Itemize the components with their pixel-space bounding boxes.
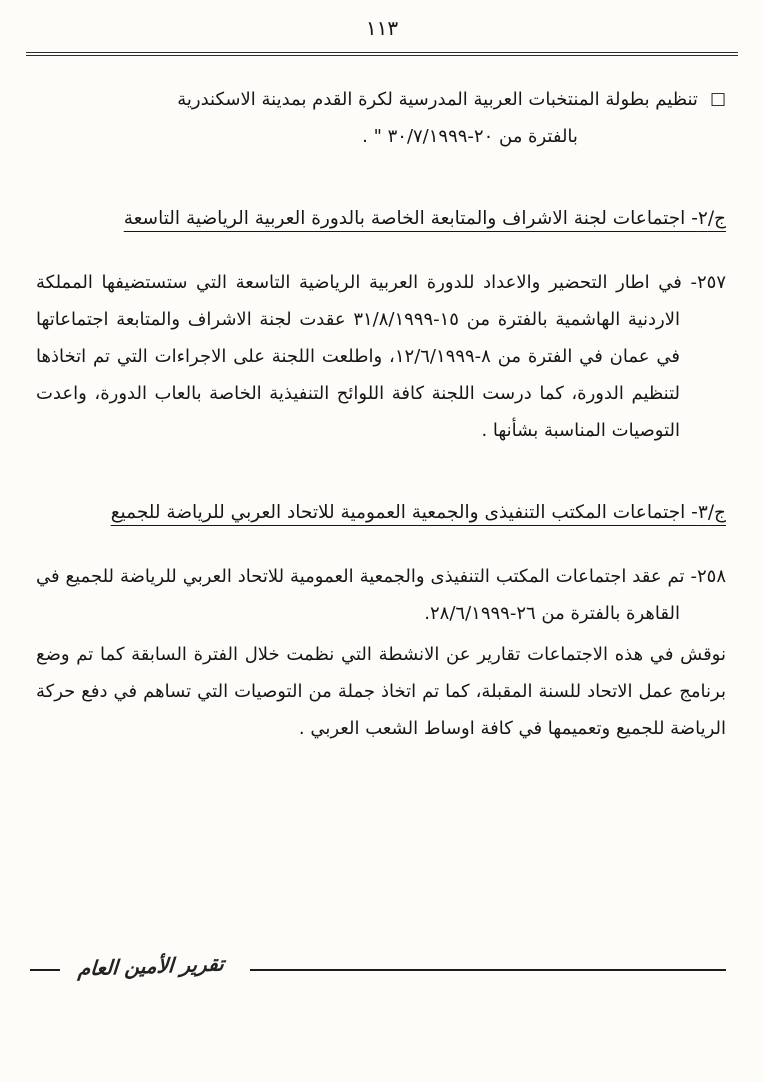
paragraph-257: ٢٥٧- في اطار التحضير والاعداد للدورة العربية الرياضية التاسعة التي ستستضيفها المملكة الاردنية الهاشمية بالفترة من ١٥-٣١/٨/١٩٩٩ عقدت لجنة الاشراف والمتابعة اجتماعاتها في عمان في الفترة من ٨-١٢/٦/١٩٩٩، واطلعت اللجنة على الاجراءات التي تم اتخاذها لتنظيم الدورة، كما درست اللجنة كافة اللوائح التنفيذية الخاصة بالعاب الدورة، واعدت التوصيات المناسبة بشأنها . — [36, 272, 726, 441]
document-content — [0, 56, 764, 748]
section-heading-j2: ج/٢- اجتماعات لجنة الاشراف والمتابعة الخاصة بالدورة العربية الرياضية التاسعة — [123, 207, 726, 229]
paragraph-258-continuation: نوقش في هذه الاجتماعات تقارير عن الانشطة التي نظمت خلال الفترة السابقة كما تم وضع برنامج عمل الاتحاد للسنة المقبلة، كما تم اتخاذ جملة من التوصيات التي تساهم في دفع حركة الرياضة للجميع وتعميمها في كافة اوساط الشعب العربي . — [36, 644, 726, 740]
signature-text: تقرير الأمين العام — [77, 951, 225, 981]
checkbox-bullet-icon: □ — [709, 89, 726, 109]
bullet-text — [36, 82, 698, 156]
footer-rule-left — [30, 969, 60, 971]
page-number: ١١٣ — [365, 16, 399, 40]
page-footer — [30, 951, 726, 982]
bullet-line-1: تنظيم بطولة المنتخبات العربية المدرسية لكرة القدم بمدينة الاسكندرية — [177, 89, 698, 110]
footer-rule-right — [250, 969, 726, 971]
bullet-line-2: بالفترة من ٢٠-٣٠/٧/١٩٩٩ " . — [362, 125, 578, 147]
paragraph-258: ٢٥٨- تم عقد اجتماعات المكتب التنفيذى والجمعية العمومية للاتحاد العربي للرياضة للجميع في القاهرة بالفترة من ٢٦-٢٨/٦/١٩٩٩. — [36, 566, 726, 625]
section-heading-j3: ج/٣- اجتماعات المكتب التنفيذى والجمعية العمومية للاتحاد العربي للرياضة للجميع — [110, 501, 726, 523]
bullet-item — [36, 82, 726, 156]
